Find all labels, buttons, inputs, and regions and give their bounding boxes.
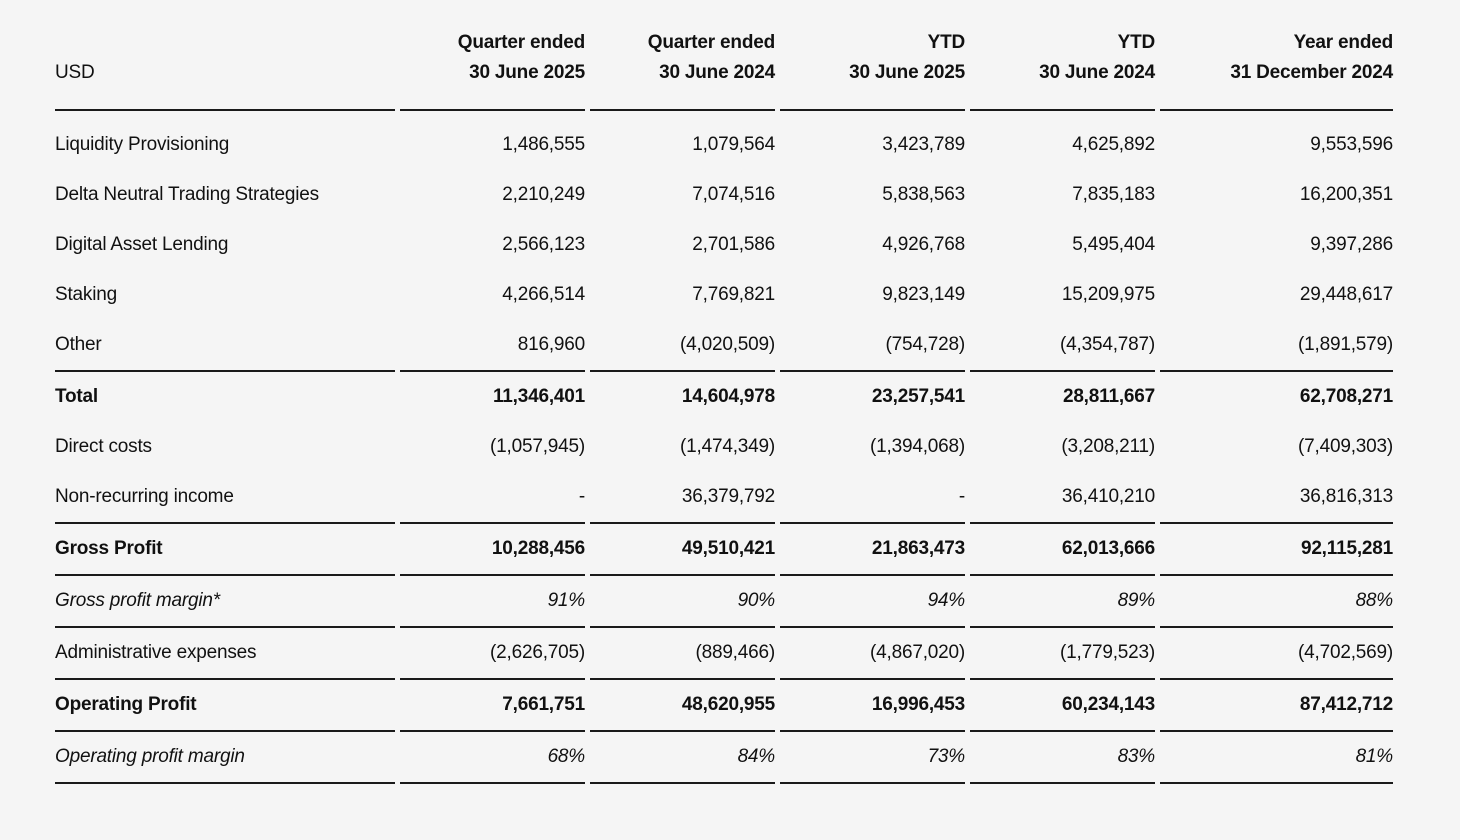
column-header-line1: YTD	[927, 32, 965, 53]
cell-value: 28,811,667	[1062, 386, 1155, 408]
row-label: Staking	[55, 284, 117, 306]
table-row-liquidity-provisioning	[55, 111, 1393, 170]
cell-value: (754,728)	[780, 320, 965, 372]
table-row-administrative-expenses	[55, 628, 1393, 680]
cell-value: (4,354,787)	[970, 320, 1155, 372]
cell-value: 90%	[590, 576, 775, 628]
table-row-delta-neutral	[55, 170, 1393, 220]
row-label: Total	[55, 386, 98, 408]
row-label: Gross Profit	[55, 524, 395, 576]
cell-value: (889,466)	[590, 628, 775, 680]
cell-value: 83%	[970, 732, 1155, 784]
cell-value: (3,208,211)	[1061, 436, 1155, 458]
column-header-ytd-2025	[780, 28, 965, 111]
cell-value: 87,412,712	[1160, 680, 1393, 732]
cell-value: 36,379,792	[590, 472, 775, 524]
row-label: Gross profit margin*	[55, 576, 395, 628]
cell-value: 16,996,453	[780, 680, 965, 732]
cell-value: 15,209,975	[1061, 284, 1155, 306]
cell-value: 2,210,249	[502, 184, 585, 206]
financial-results-table	[50, 28, 1398, 784]
cell-value: (1,394,068)	[870, 436, 965, 458]
cell-value: (2,626,705)	[400, 628, 585, 680]
table-row-digital-asset-lending	[55, 220, 1393, 270]
cell-value: 62,013,666	[970, 524, 1155, 576]
row-label: Non-recurring income	[55, 472, 395, 524]
cell-value: 816,960	[400, 320, 585, 372]
column-header-line1: YTD	[1117, 32, 1155, 53]
cell-value: 16,200,351	[1299, 184, 1393, 206]
cell-value: 4,266,514	[502, 284, 585, 306]
column-header-line2: 30 June 2024	[1039, 62, 1155, 84]
row-label: Direct costs	[55, 436, 152, 458]
column-header-line1: Quarter ended	[457, 32, 585, 53]
column-header-q-ended-2024	[590, 28, 775, 111]
cell-value: 92,115,281	[1160, 524, 1393, 576]
column-header-ytd-2024	[970, 28, 1155, 111]
cell-value: 10,288,456	[400, 524, 585, 576]
row-label: Delta Neutral Trading Strategies	[55, 184, 319, 206]
cell-value: 5,838,563	[882, 184, 965, 206]
table-row-non-recurring-income	[55, 472, 1393, 524]
column-header-line2: 30 June 2024	[659, 62, 775, 84]
column-header-q-ended-2025	[400, 28, 585, 111]
cell-value: (1,057,945)	[490, 436, 585, 458]
cell-value: 14,604,978	[681, 386, 775, 408]
cell-value: (4,702,569)	[1160, 628, 1393, 680]
cell-value: 84%	[590, 732, 775, 784]
column-header-line1: Year ended	[1293, 32, 1393, 53]
cell-value: 88%	[1160, 576, 1393, 628]
cell-value: 4,625,892	[1072, 134, 1155, 156]
table-row-staking	[55, 270, 1393, 320]
cell-value: 21,863,473	[780, 524, 965, 576]
row-label: Operating Profit	[55, 680, 395, 732]
column-header-line1: Quarter ended	[647, 32, 775, 53]
column-header-line2: 30 June 2025	[849, 62, 965, 84]
cell-value: 7,074,516	[692, 184, 775, 206]
cell-value: 73%	[780, 732, 965, 784]
cell-value: 36,410,210	[970, 472, 1155, 524]
cell-value: 94%	[780, 576, 965, 628]
cell-value: 3,423,789	[882, 134, 965, 156]
row-label: Other	[55, 320, 395, 372]
cell-value: 9,397,286	[1310, 234, 1393, 256]
table-row-total	[55, 372, 1393, 422]
unit-label-text: USD	[55, 62, 95, 84]
cell-value: 81%	[1160, 732, 1393, 784]
table-row-direct-costs	[55, 422, 1393, 472]
cell-value: -	[400, 472, 585, 524]
row-label: Operating profit margin	[55, 732, 395, 784]
column-header-year-ended-2024	[1160, 28, 1393, 111]
table-row-operating-profit	[55, 680, 1393, 732]
cell-value: 36,816,313	[1160, 472, 1393, 524]
cell-value: (1,779,523)	[970, 628, 1155, 680]
cell-value: 1,486,555	[502, 134, 585, 156]
cell-value: 4,926,768	[882, 234, 965, 256]
column-header-line2: 31 December 2024	[1230, 62, 1393, 84]
header-row	[55, 28, 1393, 111]
row-label: Digital Asset Lending	[55, 234, 229, 256]
cell-value: (4,020,509)	[590, 320, 775, 372]
cell-value: 5,495,404	[1072, 234, 1155, 256]
cell-value: (1,891,579)	[1160, 320, 1393, 372]
cell-value: 91%	[400, 576, 585, 628]
cell-value: 2,701,586	[692, 234, 775, 256]
cell-value: 60,234,143	[970, 680, 1155, 732]
cell-value: 9,553,596	[1310, 134, 1393, 156]
cell-value: 48,620,955	[590, 680, 775, 732]
column-header-line2: 30 June 2025	[469, 62, 585, 84]
cell-value: 49,510,421	[590, 524, 775, 576]
cell-value: 29,448,617	[1299, 284, 1393, 306]
cell-value: 23,257,541	[871, 386, 965, 408]
cell-value: 2,566,123	[502, 234, 585, 256]
cell-value: 1,079,564	[692, 134, 775, 156]
table-row-gross-profit	[55, 524, 1393, 576]
cell-value: 68%	[400, 732, 585, 784]
table-row-operating-profit-margin	[55, 732, 1393, 784]
cell-value: 11,346,401	[492, 386, 585, 408]
cell-value: 7,661,751	[400, 680, 585, 732]
cell-value: 9,823,149	[882, 284, 965, 306]
table-row-other	[55, 320, 1393, 372]
cell-value: 7,835,183	[1072, 184, 1155, 206]
cell-value: 89%	[970, 576, 1155, 628]
cell-value: (1,474,349)	[680, 436, 775, 458]
cell-value: -	[780, 472, 965, 524]
cell-value: (7,409,303)	[1298, 436, 1393, 458]
cell-value: 7,769,821	[692, 284, 775, 306]
row-label: Liquidity Provisioning	[55, 134, 230, 156]
cell-value: (4,867,020)	[780, 628, 965, 680]
row-label: Administrative expenses	[55, 628, 395, 680]
unit-label	[55, 28, 395, 111]
table-row-gross-profit-margin	[55, 576, 1393, 628]
cell-value: 62,708,271	[1299, 386, 1393, 408]
